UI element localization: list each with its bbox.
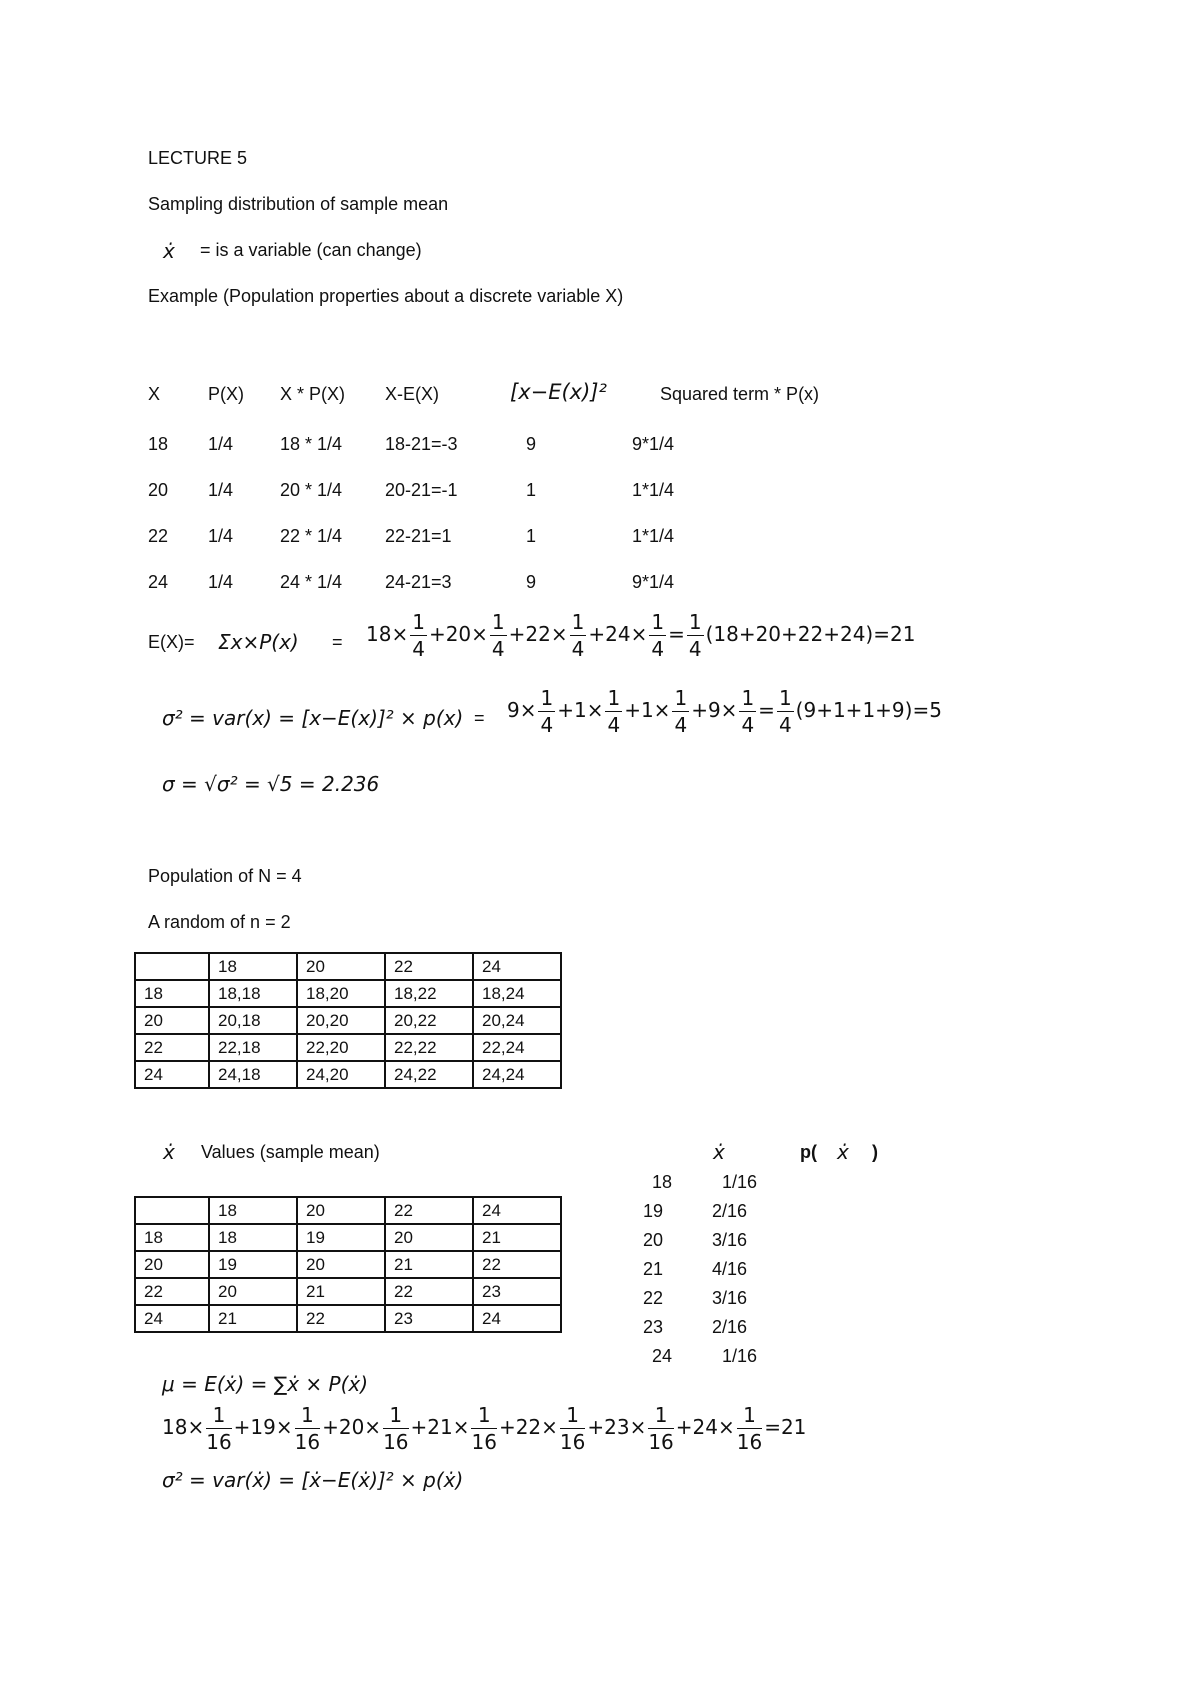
- dist-header-p: p(: [800, 1142, 817, 1162]
- table-cell: 21: [385, 1251, 473, 1278]
- equals-sign: =: [474, 708, 485, 728]
- variance-formula: σ² = var(x) = [x−E(x)]² × p(x): [162, 706, 464, 730]
- table-cell: 22,22: [385, 1034, 473, 1061]
- table-cell: 24,22: [385, 1061, 473, 1088]
- dist-value: 24: [652, 1346, 673, 1366]
- cell: 22 * 1/4: [280, 526, 343, 546]
- header-px: P(X): [208, 384, 244, 404]
- header-weighted-square: Squared term * P(x): [660, 384, 820, 404]
- table-row: [135, 1197, 561, 1224]
- cell: 24: [148, 572, 169, 592]
- dist-prob: 3/16: [712, 1288, 748, 1308]
- cell: 18: [148, 434, 169, 454]
- table-cell: 18: [209, 953, 297, 980]
- table-cell: 22: [385, 1197, 473, 1224]
- header-deviation: X-E(X): [385, 384, 439, 404]
- dist-header-p-xbar: ẋ: [837, 1140, 849, 1164]
- cell: 9*1/4: [632, 572, 675, 592]
- cell: 9: [526, 434, 537, 454]
- dist-value: 22: [643, 1288, 664, 1308]
- table-cell: 20: [135, 1251, 209, 1278]
- table-row: [135, 1278, 561, 1305]
- subtitle: Sampling distribution of sample mean: [148, 194, 449, 214]
- cell: 18 * 1/4: [280, 434, 343, 454]
- table-cell: 19: [297, 1224, 385, 1251]
- equals-sign: =: [332, 632, 343, 652]
- expectation-formula: Σx×P(x): [218, 630, 299, 654]
- example-heading: Example (Population properties about a discrete variable X): [148, 286, 624, 306]
- cell: 22-21=1: [385, 526, 452, 546]
- table-cell: 22: [385, 953, 473, 980]
- table-cell: 20,18: [209, 1007, 297, 1034]
- table-cell: 18,22: [385, 980, 473, 1007]
- table-cell: 24: [473, 1305, 561, 1332]
- table-cell: 20: [385, 1224, 473, 1251]
- population-size: Population of N = 4: [148, 866, 302, 886]
- cell: 1/4: [208, 526, 234, 546]
- cell: 1/4: [208, 434, 234, 454]
- xbar-symbol: ẋ: [163, 239, 175, 263]
- dist-header-p-close: ): [872, 1142, 878, 1162]
- table-cell: 24,20: [297, 1061, 385, 1088]
- dist-value: 19: [643, 1201, 664, 1221]
- mean-calculation: 18× $\frac{1}{16}$ +19× $\frac{1}{16}$ +20× $\frac{1}{16}$ +21× $\frac{1}{16}$ +22× $\frac{1}{16}$ +23× $\frac{1}{16}$ +24× $\frac{1}{16}$ =21: [162, 1403, 807, 1454]
- table-cell: [135, 1197, 209, 1224]
- cell: 1: [526, 526, 537, 546]
- dist-prob: 2/16: [712, 1201, 748, 1221]
- table-cell: 20: [297, 1251, 385, 1278]
- table-row: [135, 1305, 561, 1332]
- table-cell: 21: [297, 1278, 385, 1305]
- cell: 18-21=-3: [385, 434, 458, 454]
- dist-value: 20: [643, 1230, 664, 1250]
- table-cell: 20,22: [385, 1007, 473, 1034]
- table-row: [135, 953, 561, 980]
- table-cell: 22: [473, 1251, 561, 1278]
- table-cell: 18: [209, 1224, 297, 1251]
- dist-prob: 1/16: [722, 1346, 758, 1366]
- table-cell: 22: [385, 1278, 473, 1305]
- table-cell: 22,18: [209, 1034, 297, 1061]
- lecture-title: LECTURE 5: [148, 148, 248, 168]
- dist-prob: 4/16: [712, 1259, 748, 1279]
- cell: 22: [148, 526, 169, 546]
- dist-value: 23: [643, 1317, 664, 1337]
- table-cell: [135, 953, 209, 980]
- header-squared-deviation: [x−E(x)]²: [510, 380, 607, 404]
- table-cell: 22: [135, 1034, 209, 1061]
- table-cell: 18: [135, 1224, 209, 1251]
- means-label: Values (sample mean): [201, 1142, 380, 1162]
- table-cell: 22: [297, 1305, 385, 1332]
- table-row: [135, 1251, 561, 1278]
- cell: 1/4: [208, 572, 234, 592]
- table-cell: 18,24: [473, 980, 561, 1007]
- variance-calculation: 9× $\frac{1}{4}$ +1× $\frac{1}{4}$ +1× $\frac{1}{4}$ +9× $\frac{1}{4}$ = $\frac{1}{4}$ (9+1+1+9)=5: [507, 686, 942, 737]
- sample-variance-formula: σ² = var(ẋ) = [ẋ−E(ẋ)]² × p(ẋ): [162, 1468, 464, 1492]
- cell: 20-21=-1: [385, 480, 458, 500]
- xbar-symbol: ẋ: [163, 1140, 175, 1164]
- dist-prob: 1/16: [722, 1172, 758, 1192]
- table-row: [135, 1034, 561, 1061]
- cell: 24-21=3: [385, 572, 452, 592]
- cell: 1*1/4: [632, 526, 675, 546]
- table-cell: 19: [209, 1251, 297, 1278]
- table-cell: 18,18: [209, 980, 297, 1007]
- cell: 9: [526, 572, 537, 592]
- table-cell: 23: [473, 1278, 561, 1305]
- table-row: [135, 1224, 561, 1251]
- table-cell: 20: [297, 1197, 385, 1224]
- table-cell: 24: [473, 953, 561, 980]
- table-cell: 20,24: [473, 1007, 561, 1034]
- table-cell: 18: [135, 980, 209, 1007]
- table-cell: 20: [297, 953, 385, 980]
- table-row: [135, 1007, 561, 1034]
- table-cell: 24: [135, 1061, 209, 1088]
- sample-pairs-table: [134, 952, 562, 1089]
- table-cell: 18,20: [297, 980, 385, 1007]
- table-cell: 24: [135, 1305, 209, 1332]
- cell: 1/4: [208, 480, 234, 500]
- table-cell: 18: [209, 1197, 297, 1224]
- table-cell: 21: [473, 1224, 561, 1251]
- expectation-calculation: 18× $\frac{1}{4}$ +20× $\frac{1}{4}$ +22× $\frac{1}{4}$ +24× $\frac{1}{4}$ = $\frac{1}{4}$ (18+20+22+24)=21: [366, 610, 916, 661]
- std-dev-formula: σ = √σ² = √5 = 2.236: [162, 772, 380, 796]
- cell: 20: [148, 480, 169, 500]
- dist-value: 21: [643, 1259, 664, 1279]
- header-xpx: X * P(X): [280, 384, 346, 404]
- table-cell: 20: [209, 1278, 297, 1305]
- dist-prob: 3/16: [712, 1230, 748, 1250]
- cell: 24 * 1/4: [280, 572, 343, 592]
- table-row: [135, 1061, 561, 1088]
- table-cell: 23: [385, 1305, 473, 1332]
- sample-means-table: [134, 1196, 562, 1333]
- xbar-definition: = is a variable (can change): [200, 240, 422, 260]
- table-cell: 20: [135, 1007, 209, 1034]
- table-cell: 22,20: [297, 1034, 385, 1061]
- table-cell: 24: [473, 1197, 561, 1224]
- table-cell: 24,18: [209, 1061, 297, 1088]
- cell: 1: [526, 480, 537, 500]
- table-cell: 21: [209, 1305, 297, 1332]
- table-cell: 24,24: [473, 1061, 561, 1088]
- dist-value: 18: [652, 1172, 673, 1192]
- cell: 9*1/4: [632, 434, 675, 454]
- table-cell: 22: [135, 1278, 209, 1305]
- header-x: X: [148, 384, 161, 404]
- sample-size: A random of n = 2: [148, 912, 291, 932]
- dist-header-xbar: ẋ: [713, 1140, 725, 1164]
- expectation-label: E(X)=: [148, 632, 195, 652]
- cell: 20 * 1/4: [280, 480, 343, 500]
- dist-prob: 2/16: [712, 1317, 748, 1337]
- table-cell: 22,24: [473, 1034, 561, 1061]
- cell: 1*1/4: [632, 480, 675, 500]
- mean-formula: μ = E(ẋ) = ∑ẋ × P(ẋ): [162, 1372, 369, 1396]
- table-cell: 20,20: [297, 1007, 385, 1034]
- table-row: [135, 980, 561, 1007]
